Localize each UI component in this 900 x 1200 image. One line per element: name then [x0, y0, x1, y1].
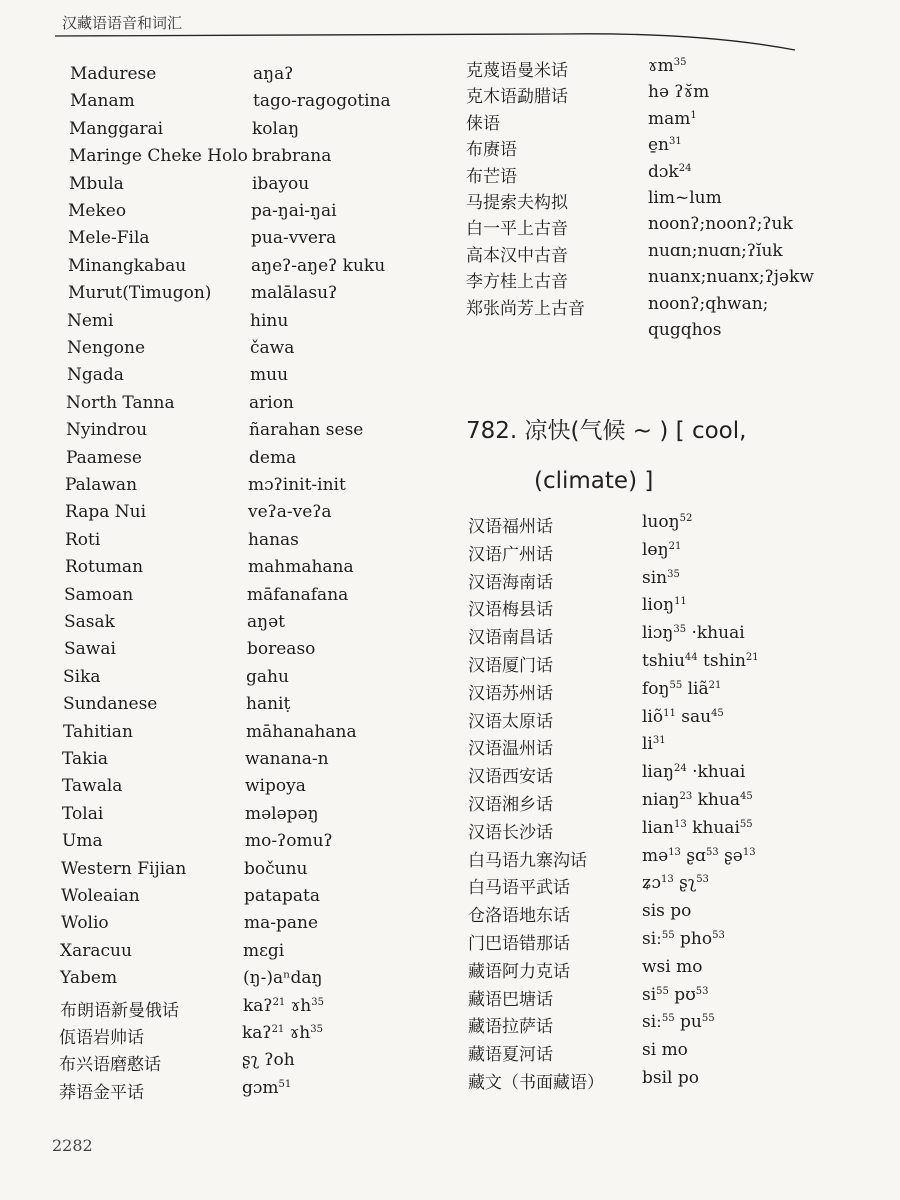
tone-mark: 55	[739, 818, 753, 830]
language-name: Uma	[62, 831, 103, 852]
form-text: veʔa-veʔa	[248, 502, 332, 523]
tone-mark: 35	[667, 568, 680, 580]
word-form	[245, 804, 319, 824]
language-name: 汉语长沙话	[468, 822, 553, 843]
language-name: Mele-Fila	[68, 228, 150, 249]
form-text: ɤh	[285, 995, 312, 1016]
word-form	[248, 557, 354, 577]
language-name: Manam	[70, 91, 135, 112]
form-text: haniṭ	[246, 694, 291, 715]
form-text: khuai	[686, 817, 740, 838]
language-name: Mbula	[69, 173, 124, 194]
language-name: Nyindrou	[66, 420, 148, 441]
word-form	[250, 365, 288, 385]
form-text: čawa	[250, 338, 295, 358]
language-name: 俫语	[466, 113, 500, 134]
form-text: sin	[642, 567, 668, 588]
word-form	[246, 722, 357, 742]
tone-mark: 44	[684, 652, 698, 663]
tone-mark: 21	[708, 679, 722, 691]
word-form	[642, 846, 756, 866]
word-form	[251, 283, 337, 303]
form-text: mɛgi	[243, 940, 285, 961]
language-name: Roti	[65, 529, 101, 550]
language-name: 克蔑语曼米话	[466, 61, 568, 81]
entry-heading: 782. 凉快(气候 ~ ) [ cool,	[466, 418, 747, 444]
language-name: Tolai	[62, 803, 104, 824]
tone-mark: 31	[669, 136, 682, 148]
form-text: lim~lum	[648, 188, 722, 208]
language-name: Tahitian	[63, 721, 133, 742]
form-text: li	[642, 734, 653, 755]
language-name: Sasak	[64, 612, 115, 632]
tone-mark: 1	[690, 109, 697, 121]
word-form	[248, 502, 332, 522]
form-text: mələpəŋ	[245, 803, 319, 824]
language-name: 藏语阿力克话	[468, 961, 570, 982]
word-form	[642, 818, 753, 838]
language-name: Woleaian	[61, 886, 140, 906]
form-text: aŋaʔ	[253, 64, 294, 84]
language-name: 佤语岩帅话	[59, 1028, 144, 1048]
language-name: 门巴语错那话	[468, 934, 570, 954]
tone-mark: 13	[742, 846, 756, 858]
form-text: ʂɑ	[680, 845, 706, 866]
word-form	[250, 311, 288, 331]
form-text: ñarahan sese	[249, 420, 364, 441]
form-text: māhanahana	[246, 721, 357, 742]
form-text: pua-vvera	[251, 228, 337, 249]
form-text: ʑɔ	[642, 873, 662, 894]
language-name: Takia	[62, 749, 109, 769]
language-name: 莽语金平话	[59, 1082, 144, 1103]
form-text: wanana-n	[245, 749, 329, 769]
word-form	[251, 256, 385, 276]
word-form	[648, 82, 709, 102]
language-name: Yabem	[60, 968, 118, 989]
form-text: liɔŋ	[642, 623, 674, 644]
word-form	[642, 679, 721, 699]
tone-mark: 21	[745, 652, 759, 663]
form-text: boreaso	[247, 639, 316, 660]
form-text: bsil po	[642, 1068, 700, 1088]
form-text: luoŋ	[642, 512, 680, 532]
word-form	[242, 1023, 323, 1043]
form-text: noonʔ;noonʔ;ʔuk	[648, 214, 793, 235]
word-form	[243, 968, 322, 988]
word-form	[642, 762, 745, 782]
word-form	[244, 886, 320, 906]
language-name: Nengone	[67, 338, 146, 358]
form-text: māfanafana	[247, 584, 349, 605]
form-text: bočunu	[244, 858, 308, 879]
language-name: Madurese	[70, 64, 157, 84]
right-column-top	[466, 56, 866, 356]
language-name: 汉语温州话	[468, 739, 553, 760]
form-text: hə ʔɤ̆m	[648, 82, 710, 103]
language-name: Palawan	[65, 475, 138, 495]
language-name: 克木语勐腊话	[466, 87, 568, 108]
language-name: 汉语南昌话	[468, 628, 553, 649]
tone-mark: 35	[673, 624, 687, 636]
form-text: liã	[682, 678, 709, 699]
word-form	[243, 941, 284, 961]
language-name: Rotuman	[65, 557, 144, 578]
form-text: ʂʅ ʔoh	[242, 1050, 295, 1071]
form-text: tshiu	[642, 651, 685, 671]
tone-mark: 52	[679, 513, 693, 524]
word-form	[642, 1068, 699, 1088]
language-name: North Tanna	[66, 392, 175, 413]
word-form	[246, 694, 290, 714]
language-name: 白一平上古音	[466, 219, 568, 240]
language-name: Paamese	[66, 447, 142, 468]
word-form	[648, 241, 783, 261]
language-name: Murut(Timugon)	[68, 283, 212, 304]
word-form	[642, 707, 724, 727]
language-name: 白马语平武话	[468, 878, 570, 899]
form-text: aŋeʔ-aŋeʔ kuku	[251, 255, 386, 276]
form-text: lian	[642, 817, 674, 838]
tone-mark: 13	[668, 846, 681, 858]
form-text: qugqhos	[648, 320, 722, 340]
word-form	[642, 568, 680, 588]
language-name: Wolio	[61, 913, 109, 934]
language-name: 藏文（书面藏语）	[468, 1073, 604, 1093]
language-name: Manggarai	[69, 118, 164, 139]
form-text: si mo	[642, 1040, 688, 1061]
tone-mark: 53	[696, 874, 709, 886]
form-text: lɵŋ	[642, 539, 669, 560]
tone-mark: 21	[668, 540, 682, 552]
form-text: ma-pane	[244, 913, 319, 934]
form-text: patapata	[244, 886, 320, 906]
language-name: Nemi	[67, 310, 114, 331]
word-form	[253, 91, 391, 111]
form-text: nuanx;nuanx;ʔjəkw	[648, 267, 814, 288]
language-name: Tawala	[62, 776, 123, 797]
running-title: 汉藏语语音和词汇	[62, 14, 183, 32]
form-text: niaŋ	[642, 790, 680, 810]
form-text: aŋət	[247, 612, 285, 632]
word-form	[642, 873, 709, 893]
word-form	[642, 595, 687, 615]
word-form	[253, 64, 293, 84]
form-text: gɔm	[242, 1077, 279, 1098]
form-text: si	[642, 984, 657, 1005]
form-text: e̱n	[648, 135, 670, 156]
word-form	[249, 393, 294, 413]
word-form	[648, 320, 722, 340]
left-column	[59, 64, 450, 1104]
language-name: 汉语广州话	[468, 544, 553, 565]
form-text: mə	[642, 845, 669, 866]
form-text: wipoya	[245, 776, 306, 797]
word-form	[244, 859, 307, 879]
language-name: 李方桂上古音	[466, 272, 568, 293]
form-text: pa-ŋai-ŋai	[251, 201, 337, 221]
word-form	[648, 294, 768, 314]
word-form	[243, 996, 324, 1016]
language-name: Samoan	[64, 584, 134, 605]
form-text: khua	[692, 790, 740, 810]
tone-mark: 55	[661, 930, 675, 941]
tone-mark: 31	[652, 735, 666, 747]
word-form	[642, 985, 708, 1005]
entry-heading-gloss: (climate) ]	[534, 468, 654, 494]
word-form	[247, 639, 315, 659]
word-form	[252, 146, 331, 166]
word-form	[250, 338, 294, 358]
tone-mark: 35	[311, 996, 324, 1008]
word-form	[252, 174, 309, 194]
word-form	[642, 512, 692, 532]
tone-mark: 45	[711, 707, 724, 719]
tone-mark: 24	[678, 162, 692, 174]
tone-mark: 13	[673, 818, 687, 830]
form-text: dema	[249, 447, 297, 468]
tone-mark: 13	[661, 874, 674, 886]
word-form	[249, 448, 296, 468]
page-number: 2282	[52, 1136, 93, 1155]
form-text: pho	[674, 929, 713, 949]
language-name: 汉语梅县话	[468, 600, 553, 621]
form-text: mɔʔinit-init	[248, 475, 346, 495]
tone-mark: 53	[695, 985, 709, 997]
form-text: mo-ʔomuʔ	[245, 831, 333, 852]
word-form	[648, 188, 722, 208]
form-text: siː	[642, 1012, 662, 1033]
tone-mark: 45	[739, 791, 753, 802]
form-text: mahmahana	[248, 557, 354, 578]
language-name: Maringe Cheke Holo	[69, 146, 248, 167]
word-form	[642, 1012, 715, 1032]
form-text: kaʔ	[243, 995, 273, 1016]
word-form	[648, 267, 814, 287]
tone-mark: 24	[673, 763, 687, 775]
form-text: liõ	[642, 706, 664, 727]
form-text: wsi mo	[642, 956, 703, 977]
word-form	[642, 734, 666, 754]
word-form	[648, 56, 686, 76]
tone-mark: 55	[656, 985, 669, 997]
form-text: noonʔ;qhwan;	[648, 293, 769, 314]
form-text: kaʔ	[242, 1023, 272, 1043]
word-form	[246, 667, 289, 687]
language-name: 马提索夫构拟	[466, 193, 568, 213]
form-text: tshin	[697, 651, 746, 671]
form-text: malālasuʔ	[251, 283, 338, 304]
form-text: pʊ	[668, 984, 696, 1005]
language-name: 仓洛语地东话	[468, 906, 570, 927]
word-form	[244, 913, 318, 933]
language-name: 布兴语磨憨话	[59, 1055, 161, 1076]
form-text: nuɑn;nuɑn;ʔĭuk	[648, 240, 783, 261]
language-name: 布赓语	[466, 140, 517, 161]
language-name: 汉语西安话	[468, 767, 553, 788]
word-form	[247, 612, 285, 632]
form-text: ɤm	[648, 56, 674, 76]
language-name: 郑张尚芳上古音	[466, 298, 585, 319]
language-name: 藏语夏河话	[468, 1045, 553, 1066]
form-text: mam	[648, 108, 691, 129]
word-form	[642, 957, 702, 977]
language-name: 藏语巴塘话	[468, 989, 553, 1010]
language-name: 汉语太原话	[468, 711, 553, 732]
tone-mark: 55	[701, 1013, 715, 1025]
language-name: Xaracuu	[60, 940, 132, 961]
tone-mark: 11	[674, 596, 687, 608]
word-form	[247, 585, 348, 605]
form-text: pu	[674, 1012, 702, 1033]
form-text: sau	[675, 706, 712, 727]
language-name: Mekeo	[68, 201, 127, 221]
language-name: 高本汉中古音	[466, 245, 568, 266]
tone-mark: 51	[278, 1078, 292, 1090]
right-column-bottom	[468, 512, 868, 1112]
word-form	[642, 901, 691, 921]
form-text: ibayou	[252, 173, 310, 194]
word-form	[252, 119, 299, 139]
form-text: kolaŋ	[252, 118, 300, 139]
word-form	[245, 749, 329, 769]
language-name: 白马语九寨沟话	[468, 850, 587, 871]
language-name: Western Fijian	[61, 858, 187, 879]
word-form	[648, 214, 793, 234]
form-text: liaŋ	[642, 762, 674, 783]
word-form	[642, 623, 745, 643]
language-name: 藏语拉萨话	[468, 1017, 553, 1038]
language-name: 汉语福州话	[468, 517, 553, 537]
language-name: Minangkabau	[68, 255, 187, 276]
tone-mark: 23	[679, 791, 693, 802]
tone-mark: 53	[712, 930, 725, 941]
language-name: 汉语厦门话	[468, 656, 553, 676]
form-text: siː	[642, 929, 662, 949]
language-name: Ngada	[67, 365, 124, 386]
form-text: muu	[250, 365, 289, 386]
language-name: 汉语海南话	[468, 572, 553, 593]
form-text: dɔk	[648, 161, 679, 182]
word-form	[642, 1040, 688, 1060]
tone-mark: 35	[310, 1024, 323, 1035]
tone-mark: 21	[272, 996, 286, 1008]
language-name: Rapa Nui	[65, 502, 147, 523]
word-form	[642, 540, 681, 560]
form-text: hinu	[250, 310, 289, 331]
word-form	[248, 530, 299, 550]
word-form	[245, 776, 306, 796]
word-form	[242, 1078, 291, 1098]
form-text: hanas	[248, 529, 299, 550]
language-name: Sawai	[64, 639, 116, 660]
form-text: ɤh	[284, 1023, 311, 1043]
word-form	[248, 475, 346, 495]
language-name: 汉语苏州话	[468, 683, 553, 704]
language-name: 布朗语新曼俄话	[60, 1000, 179, 1021]
form-text: tago-ragogotina	[253, 91, 391, 112]
word-form	[642, 651, 759, 671]
word-form	[251, 201, 337, 221]
language-name: Sundanese	[63, 694, 158, 715]
tone-mark: 21	[271, 1024, 285, 1035]
language-name: 布芒语	[466, 166, 517, 187]
form-text: ·khuai	[686, 623, 745, 644]
form-text: (ŋ-)aⁿdaŋ	[243, 968, 323, 989]
form-text: lioŋ	[642, 595, 675, 616]
language-name: 汉语湘乡话	[468, 795, 553, 815]
word-form	[642, 790, 753, 810]
word-form	[648, 162, 691, 182]
form-text: brabrana	[252, 146, 332, 167]
form-text: foŋ	[642, 678, 670, 699]
word-form	[245, 831, 333, 851]
word-form	[251, 228, 336, 248]
word-form	[642, 929, 725, 949]
form-text: arion	[249, 392, 294, 413]
language-name: Sika	[63, 666, 101, 687]
tone-mark: 55	[661, 1013, 675, 1025]
form-text: ʂə	[718, 845, 743, 866]
tone-mark: 11	[663, 707, 676, 719]
word-form	[648, 135, 682, 155]
tone-mark: 55	[669, 679, 683, 691]
form-text: ʂʅ	[673, 873, 697, 894]
word-form	[242, 1050, 295, 1070]
form-text: gahu	[246, 666, 289, 687]
form-text: ·khuai	[686, 762, 746, 783]
word-form	[249, 420, 363, 440]
tone-mark: 53	[705, 846, 719, 858]
word-form	[648, 109, 697, 129]
form-text: sis po	[642, 901, 692, 922]
tone-mark: 35	[673, 57, 687, 68]
